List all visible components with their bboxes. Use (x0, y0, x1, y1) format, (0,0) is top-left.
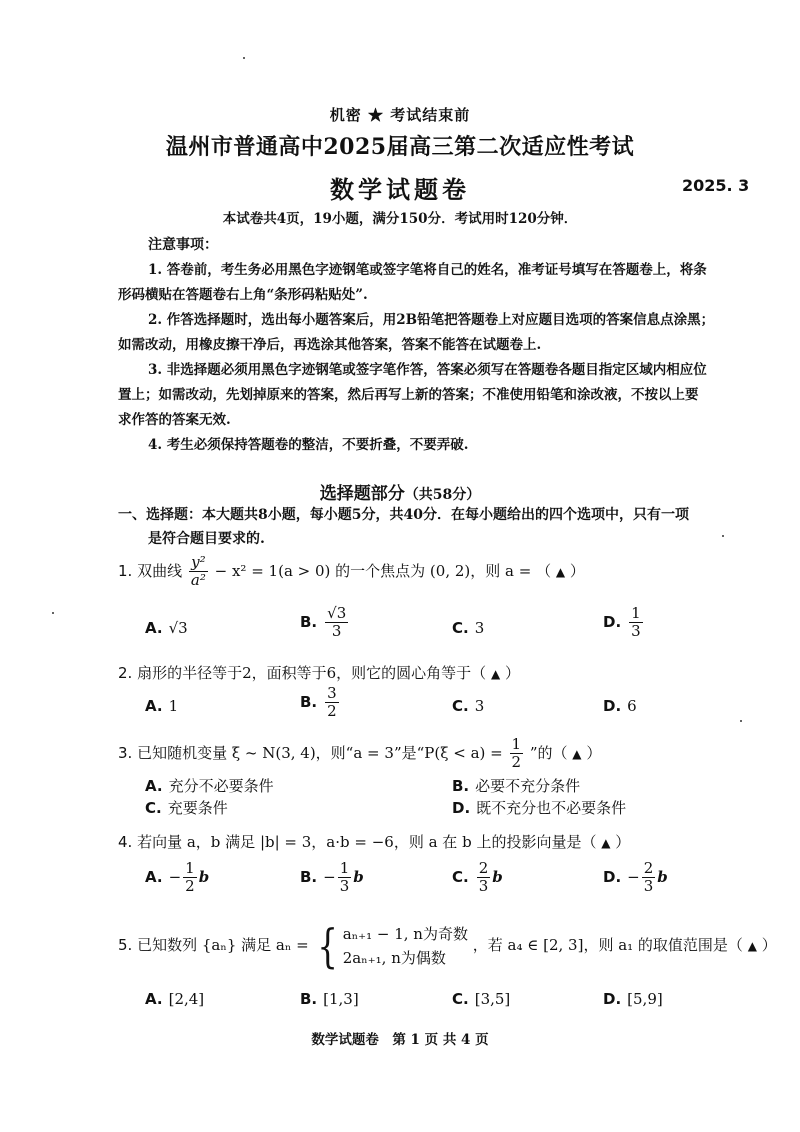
option-label: D. (603, 697, 622, 715)
option-value: [3,5] (474, 990, 511, 1008)
option-label: B. (300, 693, 318, 711)
option-value: [5,9] (627, 990, 663, 1008)
question-number: 4. (118, 833, 133, 851)
option-a (145, 861, 209, 895)
fraction-numerator: 1 (511, 735, 522, 753)
option-label: A. (145, 619, 163, 637)
option-label: D. (603, 990, 622, 1008)
option-value: √3 (168, 619, 188, 637)
answer-mark-icon: ▲ (601, 836, 611, 850)
option-value: 3 (474, 619, 485, 637)
question-text: ，若 a₄ ∈ [2, 3]，则 a₁ 的取值范围是（ (472, 936, 743, 954)
scan-speck (243, 57, 245, 59)
fraction-numerator: 1 (631, 604, 641, 622)
question-5 (118, 919, 777, 973)
option-label: C. (452, 868, 469, 886)
option-value: 1 (168, 697, 179, 715)
option-c (145, 797, 228, 818)
page-footer: 数学试题卷 第 1 页 共 4 页 (311, 1032, 489, 1048)
option-label: B. (300, 613, 318, 631)
question-number: 5. (118, 936, 133, 954)
option-label: A. (145, 697, 163, 715)
answer-mark-icon: ▲ (490, 667, 501, 681)
question-text: ） (586, 744, 602, 762)
question-text: − x² = 1(a > 0) 的一个焦点为 (0, 2)，则 a = （ (214, 562, 552, 580)
fraction-denominator: 3 (339, 876, 350, 895)
fraction-denominator: 2 (327, 701, 337, 720)
option-label: D. (603, 613, 622, 631)
fraction (325, 606, 348, 640)
option-label: B. (300, 990, 318, 1008)
fraction-numerator: 1 (339, 859, 350, 877)
left-brace-icon: { (317, 919, 339, 973)
fraction-denominator: 2 (185, 876, 195, 895)
vector-var: b (353, 868, 364, 886)
option-c (452, 619, 484, 637)
option-label: A. (145, 990, 163, 1008)
question-text: 已知随机变量 ξ ~ N(3, 4)，则“a = 3”是“P(ξ < a) = (137, 744, 503, 762)
option-label: B. (300, 868, 318, 886)
option-label: C. (452, 619, 469, 637)
exam-title: 温州市普通高中2025届高三第二次适应性考试 (165, 134, 635, 160)
option-d (603, 697, 637, 715)
option-label: B. (452, 777, 470, 795)
answer-mark-icon: ▲ (555, 565, 566, 579)
question-text: 若向量 a，b 满足 |b| = 3，a·b = −6，则 a 在 b 上的投影向量是（ (137, 833, 597, 851)
option-a (145, 775, 274, 796)
option-a (145, 619, 188, 637)
fraction (189, 555, 208, 589)
question-text: 已知数列 {aₙ} 满足 aₙ = (137, 936, 309, 954)
fraction-denominator: 3 (643, 876, 654, 895)
notice-line: 置上；如需改动，先划掉原来的答案，然后再写上新的答案；不准使用铅笔和涂改液，不按以上要 (118, 387, 699, 403)
option-b (300, 686, 341, 720)
exam-meta: 本试卷共4页，19小题，满分150分．考试用时120分钟． (222, 211, 578, 227)
vector-var: b (657, 868, 668, 886)
fraction-denominator: a² (190, 570, 206, 589)
notice-line: 3. 非选择题必须用黑色字迹钢笔或签字笔作答，答案必须写在答题卷各题目指定区域内相应位 (148, 362, 707, 378)
section-title: 选择题部分 (319, 484, 405, 504)
exam-subtitle: 数学试题卷 (330, 175, 470, 204)
option-c (452, 861, 503, 895)
section-instruction: 一、选择题：本大题共8小题，每小题5分，共40分．在每小题给出的四个选项中，只有一项 (118, 507, 689, 523)
case-odd: aₙ₊₁ − 1, n为奇数 (342, 925, 468, 943)
option-value: 3 (474, 697, 485, 715)
option-c (452, 990, 510, 1008)
option-c (452, 697, 484, 715)
fraction (183, 861, 197, 895)
question-text: ） (569, 562, 585, 580)
fraction (510, 737, 524, 771)
fraction-denominator: 3 (331, 621, 342, 640)
option-value: [1,3] (323, 990, 359, 1008)
option-sign: − (627, 868, 640, 886)
option-b (452, 775, 580, 796)
fraction (338, 861, 352, 895)
scan-speck (722, 535, 724, 537)
question-text: ） (504, 664, 520, 682)
question-number: 2. (118, 664, 133, 682)
option-b (300, 990, 359, 1008)
question-number: 1. (118, 562, 133, 580)
question-text: 双曲线 (137, 562, 183, 580)
option-label: A. (145, 777, 163, 795)
fraction (477, 861, 491, 895)
confidential-label: 机密 ★ 考试结束前 (329, 106, 471, 124)
option-sign: − (323, 868, 336, 886)
answer-mark-icon: ▲ (572, 747, 582, 761)
fraction-numerator: y² (189, 555, 208, 572)
question-text: ”的（ (529, 744, 568, 762)
option-label: C. (452, 990, 469, 1008)
option-b (300, 861, 364, 895)
option-label: C. (452, 697, 469, 715)
option-label: C. (145, 799, 162, 817)
question-2 (118, 662, 520, 683)
fraction-denominator: 2 (511, 752, 522, 771)
scan-speck (52, 612, 54, 614)
fraction (325, 686, 339, 720)
option-value: 6 (627, 697, 637, 715)
notice-line: 形码横贴在答题卷右上角“条形码粘贴处”. (118, 287, 368, 303)
option-b (300, 606, 350, 640)
fraction-numerator: 2 (643, 859, 654, 877)
section-instruction: 是符合题目要求的. (148, 531, 265, 547)
fraction-numerator: 1 (185, 859, 195, 877)
notice-line: 4. 考生必须保持答题卷的整洁，不要折叠，不要弄破. (148, 437, 469, 453)
piecewise-cases (343, 922, 468, 970)
notice-line: 1. 答卷前，考生务必用黑色字迹钢笔或签字笔将自己的姓名，准考证号填写在答题卷上，将条 (148, 262, 707, 278)
option-d (603, 861, 668, 895)
option-d (603, 606, 645, 640)
question-4 (118, 831, 630, 852)
fraction (642, 861, 656, 895)
fraction-denominator: 3 (631, 621, 641, 640)
question-text: ） (615, 833, 631, 851)
notice-line: 2. 作答选择题时，选出每小题答案后，用2B铅笔把答题卷上对应题目选项的答案信息点涂黑； (148, 312, 715, 328)
option-value: 充分不必要条件 (168, 777, 274, 795)
answer-mark-icon: ▲ (747, 939, 757, 953)
section-heading (0, 479, 800, 504)
question-3 (118, 737, 601, 771)
fraction-denominator: 3 (478, 876, 489, 895)
section-points: （共58分） (404, 487, 481, 503)
option-d (603, 990, 663, 1008)
option-a (145, 990, 204, 1008)
fraction (629, 606, 643, 640)
vector-var: b (198, 868, 210, 886)
question-1 (118, 555, 585, 589)
option-label: D. (452, 799, 471, 817)
option-value: 既不充分也不必要条件 (476, 799, 627, 817)
scan-speck (740, 720, 742, 722)
question-text: 扇形的半径等于2，面积等于6，则它的圆心角等于（ (137, 664, 487, 682)
fraction-numerator: 3 (327, 684, 337, 702)
notice-line: 如需改动，用橡皮擦干净后，再选涂其他答案，答案不能答在试题卷上. (118, 337, 542, 353)
notice-line: 求作答的答案无效. (118, 412, 231, 428)
option-sign: − (168, 868, 182, 886)
option-value: [2,4] (168, 990, 205, 1008)
question-number: 3. (118, 744, 133, 762)
fraction-numerator: 2 (478, 859, 489, 877)
option-a (145, 697, 178, 715)
option-value: 必要不充分条件 (475, 777, 581, 795)
option-value: 充要条件 (167, 799, 228, 817)
exam-date: 2025. 3 (682, 176, 750, 195)
option-label: D. (603, 868, 622, 886)
option-label: A. (145, 868, 163, 886)
notice-title: 注意事项： (148, 237, 218, 253)
vector-var: b (492, 868, 503, 886)
case-even: 2aₙ₊₁, n为偶数 (342, 949, 446, 967)
option-d (452, 797, 626, 818)
fraction-numerator: √3 (327, 604, 347, 622)
question-text: ） (761, 936, 777, 954)
